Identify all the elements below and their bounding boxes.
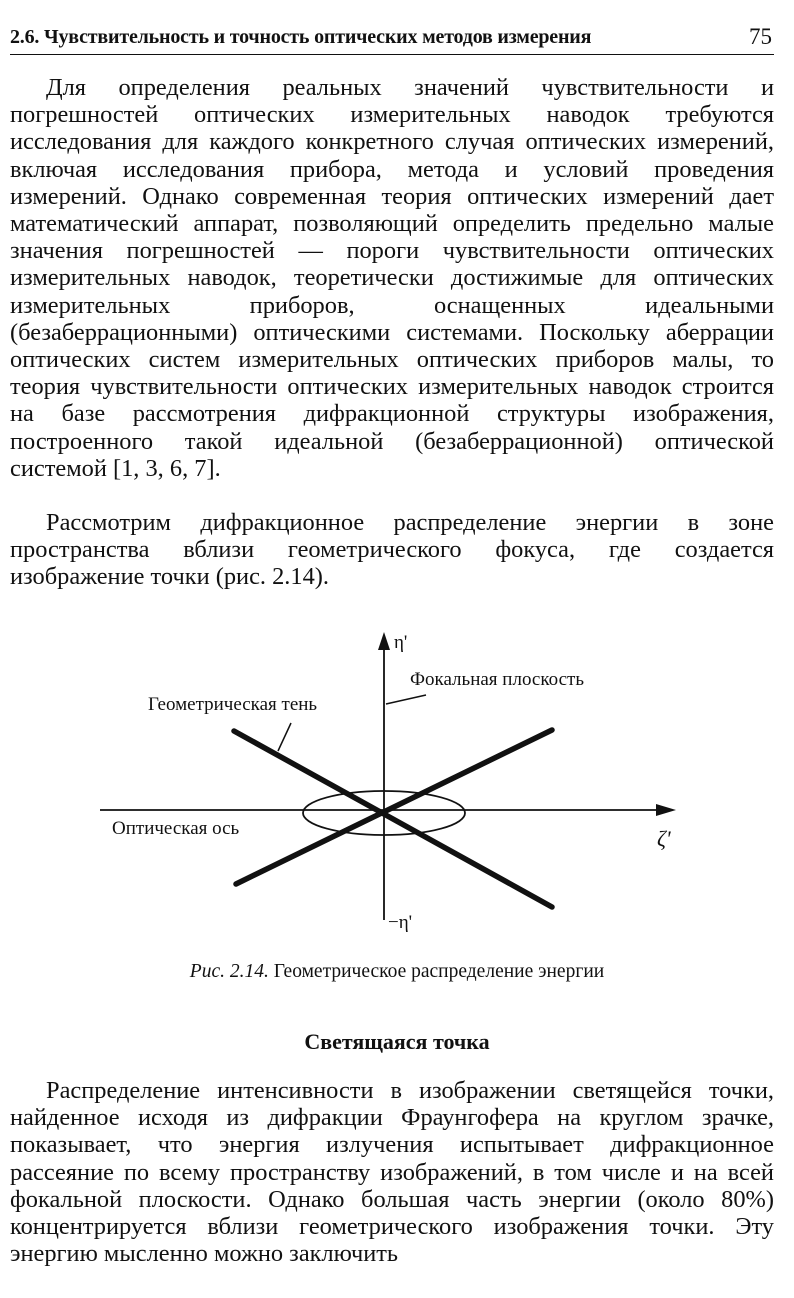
- zeta-axis-label: ζ': [657, 826, 671, 851]
- figure-energy-distribution: [0, 620, 794, 933]
- focal-plane-label: Фокальная плоскость: [410, 669, 584, 690]
- ray-ascending: [236, 730, 552, 884]
- optical-axis-label: Оптическая ось: [112, 818, 240, 839]
- ray-descending: [234, 731, 552, 907]
- caption-number: Рис. 2.14.: [189, 961, 269, 982]
- geom-shadow-leader: [278, 723, 291, 751]
- eta-axis-label: η': [394, 632, 408, 653]
- figure-diagram: [0, 620, 794, 920]
- figure-caption: [0, 961, 794, 983]
- page-number: 75: [749, 24, 772, 49]
- paragraph-diffraction-distribution: Рассмотрим дифракционное распределение энергии в зоне пространства вблизи геометрического фокуса, где создается изображение точки (рис. 2.14).: [10, 509, 774, 591]
- neg-eta-axis-label: −η': [388, 912, 413, 933]
- paragraph-sensitivity-intro: Для определения реальных значений чувствительности и погрешностей оптических измерительных наводок требуются исследования для каждого конкретного случая оптических измерений, включая исследования прибора, метода и условий проведения измерений. Однако современная теория оптических измерений дает математический аппарат, позволяющий определить предельно малые значения погрешностей — пороги чувствительности оптических измерительных наводок, теоретически достижимые для оптических измерительных приборов, оснащенных идеальными (безаберрационными) оптическими системами. Поскольку аберрации оптических систем измерительных оптических приборов малы, то теория чувствительности оптических измерительных наводок строится на базе рассмотрения дифракционной структуры изображения, построенного такой идеальной (безаберрационной) оптической системой [1, 3, 6, 7].: [10, 74, 774, 482]
- vertical-axis-arrowhead: [378, 632, 390, 650]
- optical-axis-arrowhead: [656, 804, 676, 816]
- caption-text: Геометрическое распределение энергии: [273, 961, 605, 982]
- focal-plane-leader: [386, 695, 426, 704]
- section-heading: Светящаяся точка: [304, 1029, 490, 1054]
- running-header: [10, 24, 774, 55]
- geometric-shadow-label: Геометрическая тень: [148, 694, 318, 715]
- paragraph-intensity-distribution: Распределение интенсивности в изображении светящейся точки, найденное исходя из дифракции Фраунгофера на круглом зрачке, показывает, что энергия излучения испытывает дифракционное рассеяние по всему пространству изображений, в том числе и на всей фокальной плоскости. Однако большая часть энергии (около 80%) концентрируется вблизи геометрического изображения точки. Эту энергию мысленно можно заключить: [10, 1077, 774, 1268]
- running-title: 2.6. Чувствительность и точность оптических методов измерения: [10, 26, 592, 48]
